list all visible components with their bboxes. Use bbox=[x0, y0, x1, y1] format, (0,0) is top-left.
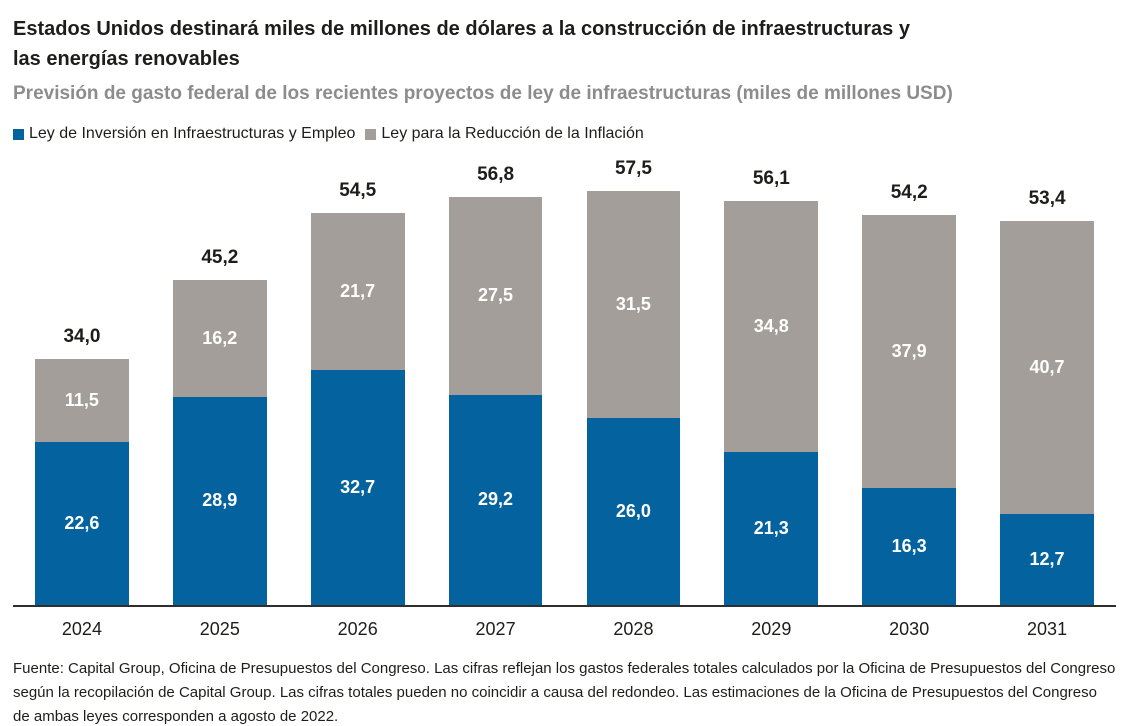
x-axis-year-label: 2028 bbox=[613, 619, 654, 639]
bar-segment-iija bbox=[587, 418, 681, 605]
segment-value-label: 31,5 bbox=[615, 293, 651, 314]
stacked-bar bbox=[173, 280, 267, 605]
stacked-bar-chart bbox=[13, 157, 1116, 640]
total-value-label: 56,1 bbox=[752, 168, 790, 190]
stacked-bar bbox=[35, 359, 129, 605]
total-value-label: 54,5 bbox=[339, 180, 377, 202]
x-axis-year-label: 2030 bbox=[889, 619, 930, 639]
segment-value-label: 34,8 bbox=[753, 315, 789, 336]
total-value-label: 57,5 bbox=[614, 158, 652, 180]
bar-column bbox=[978, 188, 1116, 605]
bar-segment-iija bbox=[1000, 514, 1094, 605]
stacked-bar bbox=[862, 215, 956, 605]
stacked-bar bbox=[311, 213, 405, 605]
x-axis bbox=[13, 605, 1116, 640]
total-value-label: 45,2 bbox=[201, 247, 239, 269]
segment-value-label: 21,7 bbox=[340, 280, 376, 301]
segment-value-label: 32,7 bbox=[340, 476, 376, 497]
legend-item-iija bbox=[13, 125, 355, 143]
bar-segment-iija bbox=[311, 370, 405, 605]
segment-value-label: 40,7 bbox=[1029, 356, 1065, 377]
bar-segment-ira bbox=[1000, 221, 1094, 514]
total-value-label: 34,0 bbox=[63, 326, 101, 348]
stacked-bar bbox=[449, 197, 543, 605]
x-axis-year-label: 2024 bbox=[61, 619, 102, 639]
segment-value-label: 27,5 bbox=[478, 285, 514, 306]
legend-swatch-blue-icon bbox=[13, 129, 24, 140]
segment-value-label: 12,7 bbox=[1029, 548, 1065, 569]
chart-legend bbox=[13, 125, 1116, 143]
chart-subtitle: Previsión de gasto federal de los recientes proyectos de ley de infraestructuras (miles de millones USD) bbox=[13, 83, 953, 104]
segment-value-label: 26,0 bbox=[615, 500, 651, 521]
bar-segment-ira bbox=[449, 197, 543, 395]
chart-title: Estados Unidos destinará miles de millones de dólares a la construcción de infraestructuras y las energías renovables bbox=[13, 18, 910, 70]
x-axis-year-label: 2026 bbox=[337, 619, 378, 639]
bar-segment-iija bbox=[862, 488, 956, 605]
legend-label-ira: Ley para la Reducción de la Inflación bbox=[381, 125, 644, 142]
bar-segment-iija bbox=[449, 395, 543, 605]
segment-value-label: 29,2 bbox=[478, 489, 514, 510]
x-axis-year-label: 2029 bbox=[751, 619, 792, 639]
stacked-bar bbox=[587, 191, 681, 605]
bar-column bbox=[289, 180, 427, 605]
total-value-label: 56,8 bbox=[477, 163, 515, 185]
bar-segment-ira bbox=[35, 359, 129, 442]
stacked-bar bbox=[724, 201, 818, 605]
segment-value-label: 28,9 bbox=[202, 490, 238, 511]
legend-item-ira bbox=[365, 125, 643, 143]
bars-area bbox=[13, 157, 1116, 605]
stacked-bar bbox=[1000, 221, 1094, 605]
segment-value-label: 11,5 bbox=[64, 390, 99, 411]
bar-column bbox=[427, 164, 565, 605]
legend-label-iija: Ley de Inversión en Infraestructuras y Empleo bbox=[29, 125, 356, 142]
bar-column bbox=[565, 158, 703, 605]
bar-segment-ira bbox=[311, 213, 405, 369]
x-axis-year-label: 2025 bbox=[199, 619, 240, 639]
bar-segment-iija bbox=[35, 442, 129, 605]
bar-segment-iija bbox=[724, 452, 818, 605]
bar-segment-ira bbox=[587, 191, 681, 418]
total-value-label: 53,4 bbox=[1028, 187, 1066, 209]
bar-column bbox=[840, 182, 978, 605]
source-note: Fuente: Capital Group, Oficina de Presupuestos del Congreso. Las cifras reflejan los gastos federales totales calculados por la Oficina de Presupuestos del Congreso según la recopilación de Capital Group. Las cifras totales pueden no coincidir a causa del redondeo. Las estimaciones de la Oficina de Presupuestos del Congreso de ambas leyes corresponden a agosto de 2022. bbox=[13, 660, 1116, 725]
segment-value-label: 22,6 bbox=[64, 513, 100, 534]
legend-swatch-gray-icon bbox=[365, 129, 376, 140]
bar-segment-ira bbox=[173, 280, 267, 397]
bar-column bbox=[702, 168, 840, 605]
segment-value-label: 21,3 bbox=[753, 517, 789, 538]
segment-value-label: 37,9 bbox=[891, 340, 927, 361]
x-axis-year-label: 2027 bbox=[475, 619, 516, 639]
bar-segment-iija bbox=[173, 397, 267, 605]
bar-segment-ira bbox=[724, 201, 818, 452]
total-value-label: 54,2 bbox=[890, 181, 928, 203]
bar-column bbox=[13, 326, 151, 605]
bar-segment-ira bbox=[862, 215, 956, 488]
bar-column bbox=[151, 247, 289, 605]
x-axis-year-label: 2031 bbox=[1027, 619, 1068, 639]
segment-value-label: 16,3 bbox=[891, 535, 927, 556]
segment-value-label: 16,2 bbox=[202, 328, 238, 349]
